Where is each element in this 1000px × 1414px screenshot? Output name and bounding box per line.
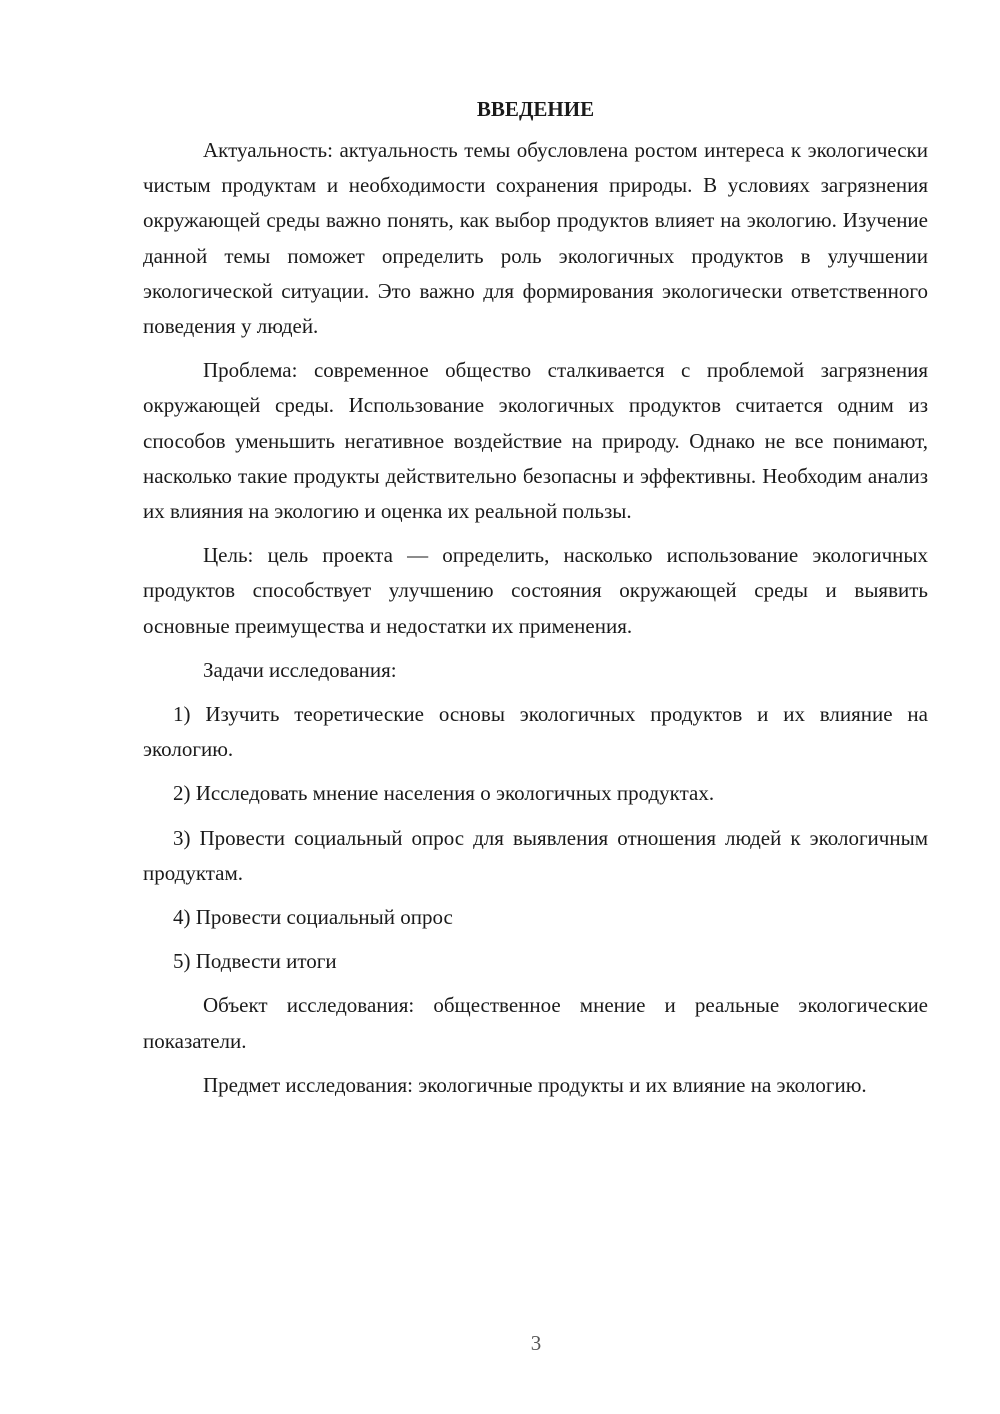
page-title: ВВЕДЕНИЕ <box>476 97 595 121</box>
paragraph-relevance: Актуальность: актуальность темы обусловлена ростом интереса к экологически чистым продуктам и необходимости сохранения природы. В условиях загрязнения окружающей среды важно понять, как выбор продуктов влияет на экологию. Изучение данной темы поможет определить роль экологичных продуктов в улучшении экологической ситуации. Это важно для формирования экологически ответственного поведения у людей. <box>143 138 928 339</box>
task-item-3: 3) Провести социальный опрос для выявления отношения людей к экологичным продуктам. <box>143 825 928 885</box>
document-page <box>143 92 928 1112</box>
paragraph-problem: Проблема: современное общество сталкивается с проблемой загрязнения окружающей среды. Использование экологичных продуктов считается одним из способов уменьшить негативное воздействие на природу. Однако не все понимают, насколько такие продукты действительно безопасны и эффективны. Необходим анализ их влияния на экологию и оценка их реальной пользы. <box>143 358 928 524</box>
tasks-heading: Задачи исследования: <box>203 657 397 682</box>
task-item-5: 5) Подвести итоги <box>173 949 337 974</box>
task-item-1: 1) Изучить теоретические основы экологичных продуктов и их влияние на экологию. <box>143 702 928 762</box>
paragraph-object: Объект исследования: общественное мнение и реальные экологические показатели. <box>143 993 928 1053</box>
task-item-2: 2) Исследовать мнение населения о экологичных продуктах. <box>173 781 715 806</box>
paragraph-goal: Цель: цель проекта — определить, насколько использование экологичных продуктов способствует улучшению состояния окружающей среды и выявить основные преимущества и недостатки их применения. <box>143 543 928 638</box>
paragraph-subject: Предмет исследования: экологичные продукты и их влияние на экологию. <box>203 1072 867 1097</box>
task-item-4: 4) Провести социальный опрос <box>173 905 453 930</box>
page-number: 3 <box>530 1331 542 1355</box>
